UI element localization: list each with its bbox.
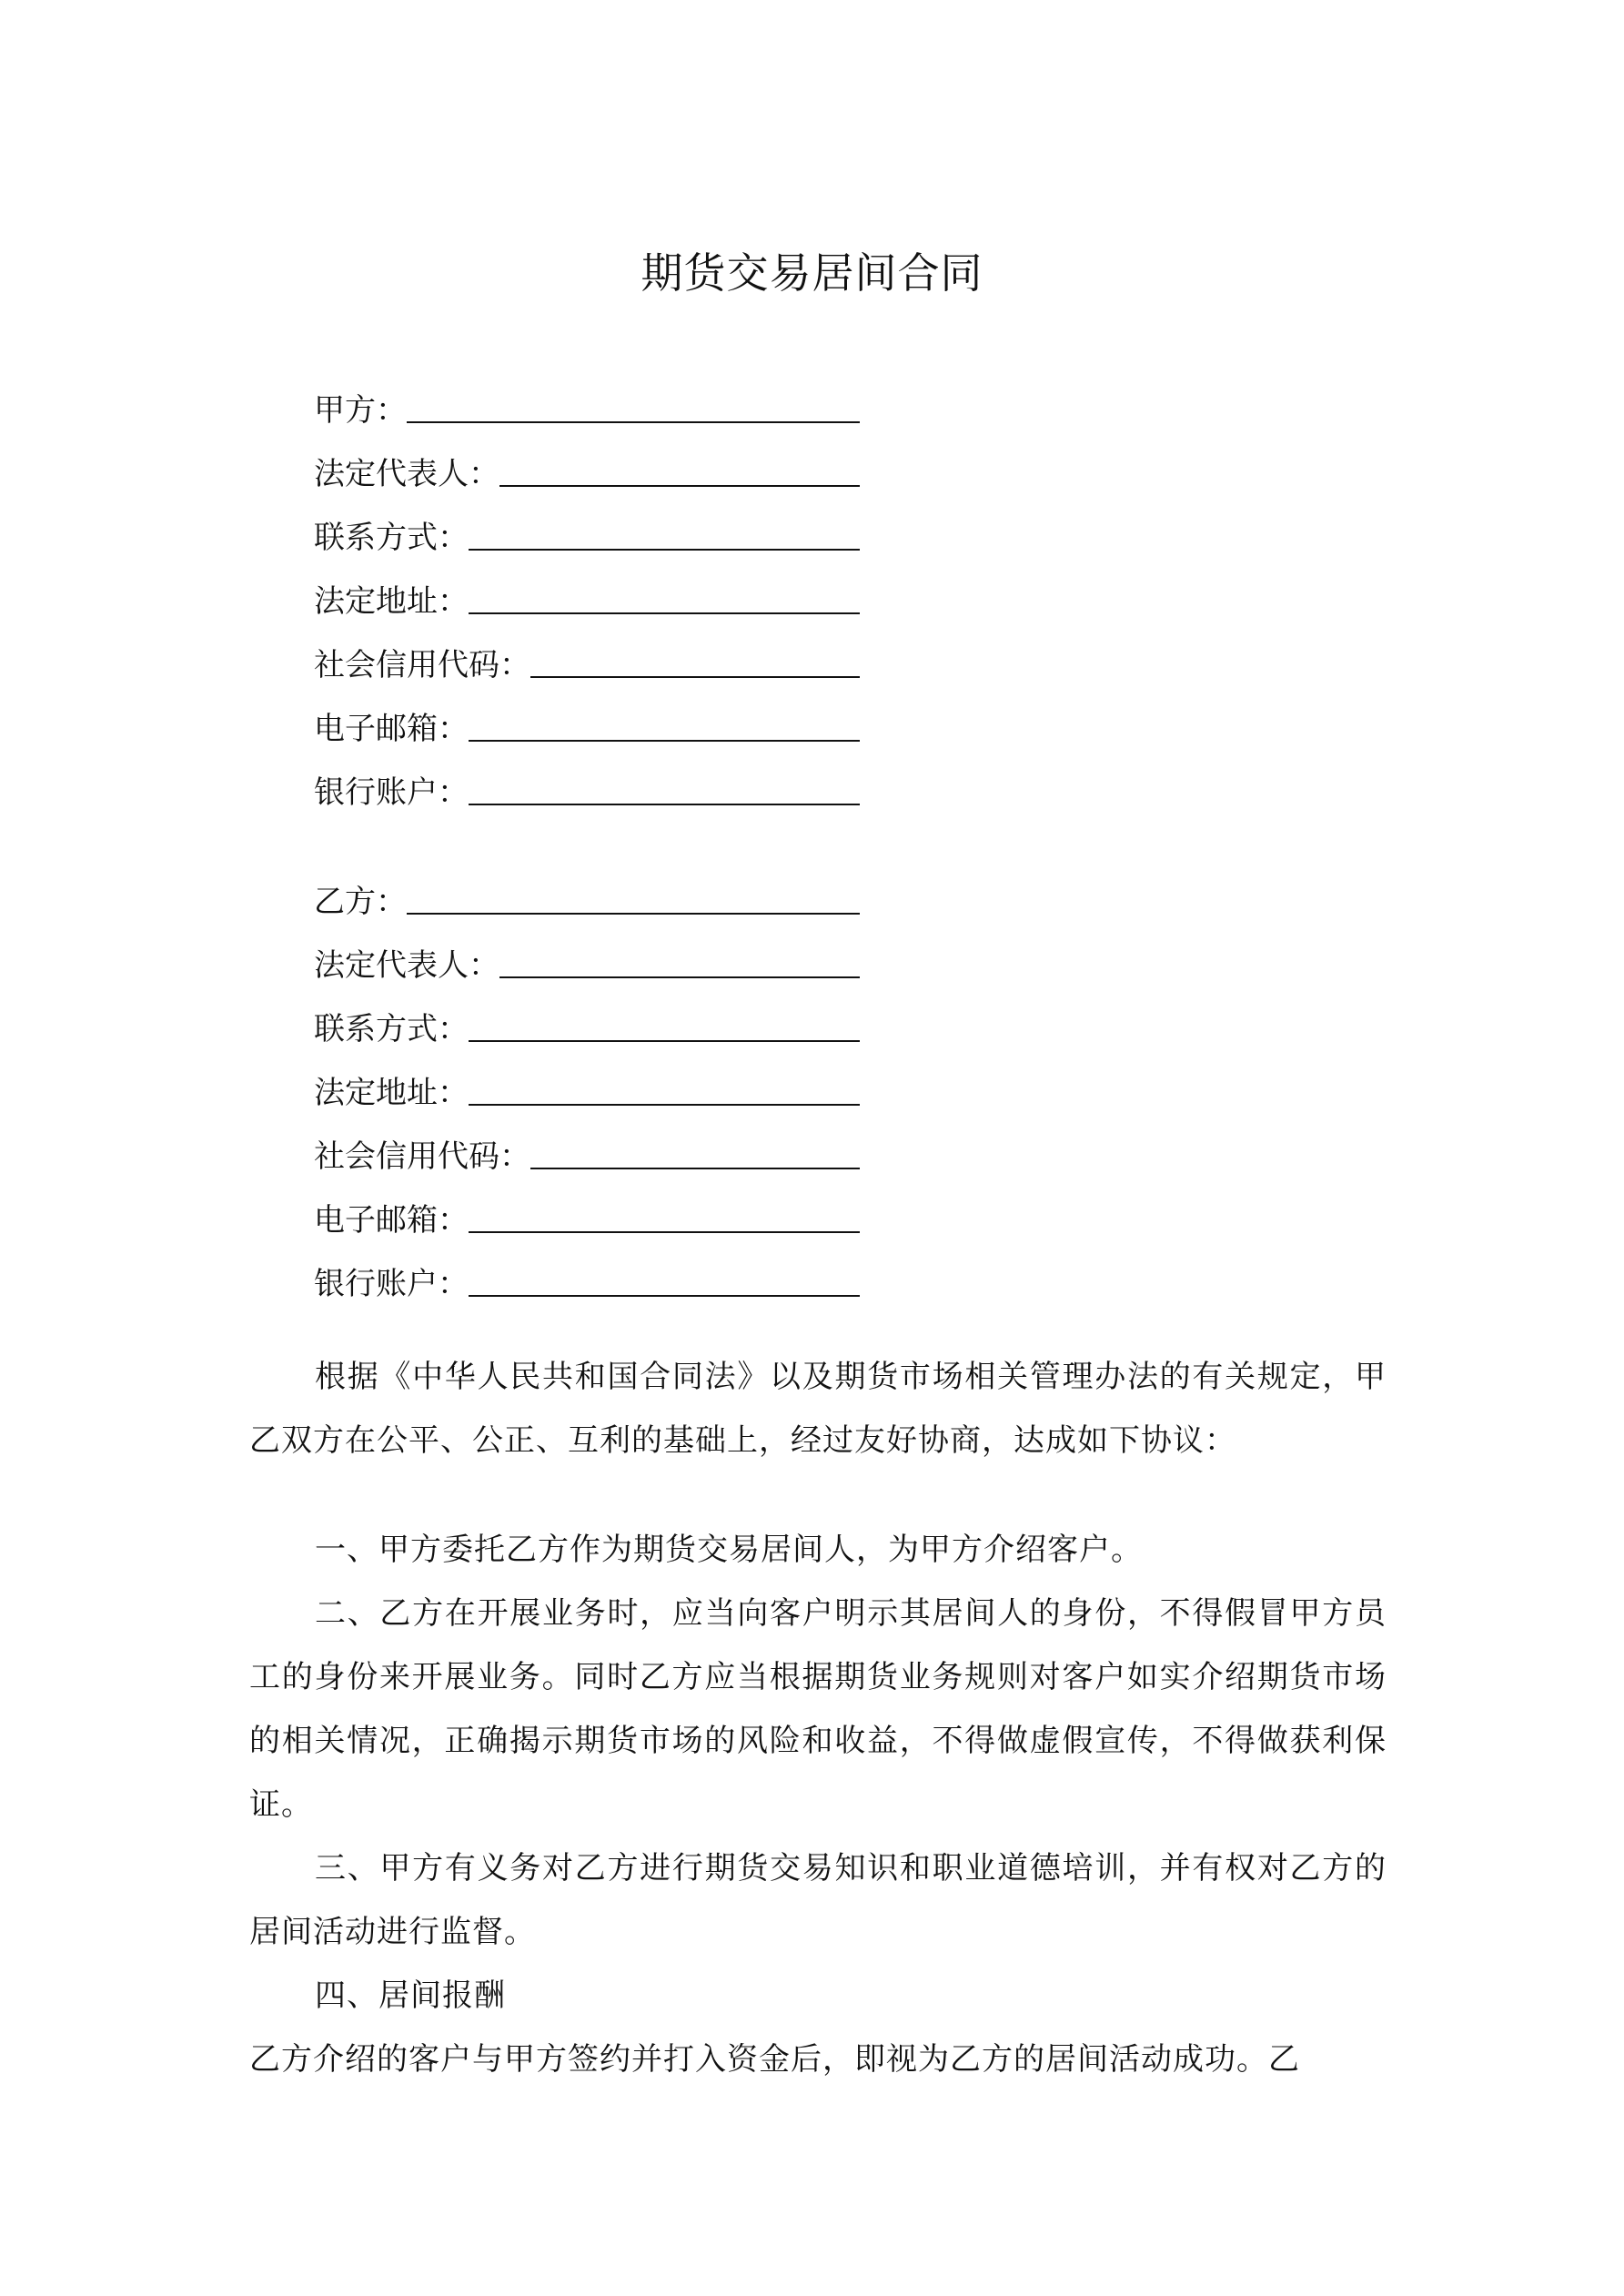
blank-line[interactable] [530, 640, 860, 678]
clause-2: 二、乙方在开展业务时，应当向客户明示其居间人的身份，不得假冒甲方员工的身份来开展业务。同时乙方应当根据期货业务规则对客户如实介绍期货市场的相关情况，正确揭示期货市场的风险和收益，不得做虚假宣传，不得做获利保证。 [249, 1595, 1387, 1823]
field-label: 电子邮箱： [314, 1202, 469, 1239]
field-label: 法定地址： [314, 583, 469, 620]
blank-line[interactable] [407, 876, 860, 915]
field-label: 法定地址： [314, 1075, 469, 1111]
blank-line[interactable] [469, 1067, 860, 1106]
party-b-info [314, 860, 860, 1306]
party-b-contact-field [314, 987, 860, 1051]
clauses-section [249, 1518, 1387, 2091]
blank-line[interactable] [407, 385, 860, 423]
party-a-legal-rep-field [314, 432, 860, 496]
document-title: 期货交易居间合同 [641, 248, 983, 298]
intro-paragraph: 根据《中华人民共和国合同法》以及期货市场相关管理办法的有关规定，甲乙双方在公平、公正、互利的基础上，经过友好协商，达成如下协议： [249, 1359, 1387, 1459]
party-b-email-field [314, 1178, 860, 1242]
party-a-email-field [314, 687, 860, 751]
field-label: 社会信用代码： [314, 1138, 530, 1175]
blank-line[interactable] [469, 1004, 860, 1042]
blank-line[interactable] [469, 512, 860, 551]
field-label: 乙方： [314, 884, 407, 920]
clause-4-body: 乙方介绍的客户与甲方签约并打入资金后，即视为乙方的居间活动成功。乙 [249, 2041, 1300, 2078]
blank-line[interactable] [499, 940, 860, 978]
field-label: 银行账户： [314, 1266, 469, 1302]
party-a-credit-code-field [314, 623, 860, 687]
blank-line[interactable] [469, 1259, 860, 1297]
party-b-address-field [314, 1051, 860, 1115]
party-a-info [314, 369, 860, 814]
field-label: 甲方： [314, 392, 407, 429]
field-label: 社会信用代码： [314, 647, 530, 683]
party-b-name-field [314, 860, 860, 924]
party-b-credit-code-field [314, 1115, 860, 1178]
party-a-address-field [314, 560, 860, 623]
party-b-bank-account-field [314, 1242, 860, 1306]
clause-4-heading: 四、居间报酬 [315, 1977, 506, 2014]
party-a-contact-field [314, 496, 860, 560]
field-label: 联系方式： [314, 520, 469, 556]
field-label: 银行账户： [314, 774, 469, 811]
clause-3: 三、甲方有义务对乙方进行期货交易知识和职业道德培训，并有权对乙方的居间活动进行监督。 [249, 1850, 1387, 1950]
blank-line[interactable] [499, 449, 860, 487]
blank-line[interactable] [469, 767, 860, 805]
party-a-bank-account-field [314, 751, 860, 814]
field-label: 法定代表人： [314, 456, 499, 492]
party-b-legal-rep-field [314, 924, 860, 987]
field-label: 联系方式： [314, 1011, 469, 1047]
blank-line[interactable] [469, 703, 860, 742]
party-a-name-field [314, 369, 860, 432]
intro-section [249, 1345, 1387, 1472]
blank-line[interactable] [530, 1131, 860, 1169]
blank-line[interactable] [469, 1195, 860, 1233]
blank-line[interactable] [469, 576, 860, 614]
clause-1: 一、甲方委托乙方作为期货交易居间人，为甲方介绍客户。 [315, 1532, 1143, 1568]
field-label: 法定代表人： [314, 947, 499, 984]
field-label: 电子邮箱： [314, 711, 469, 747]
